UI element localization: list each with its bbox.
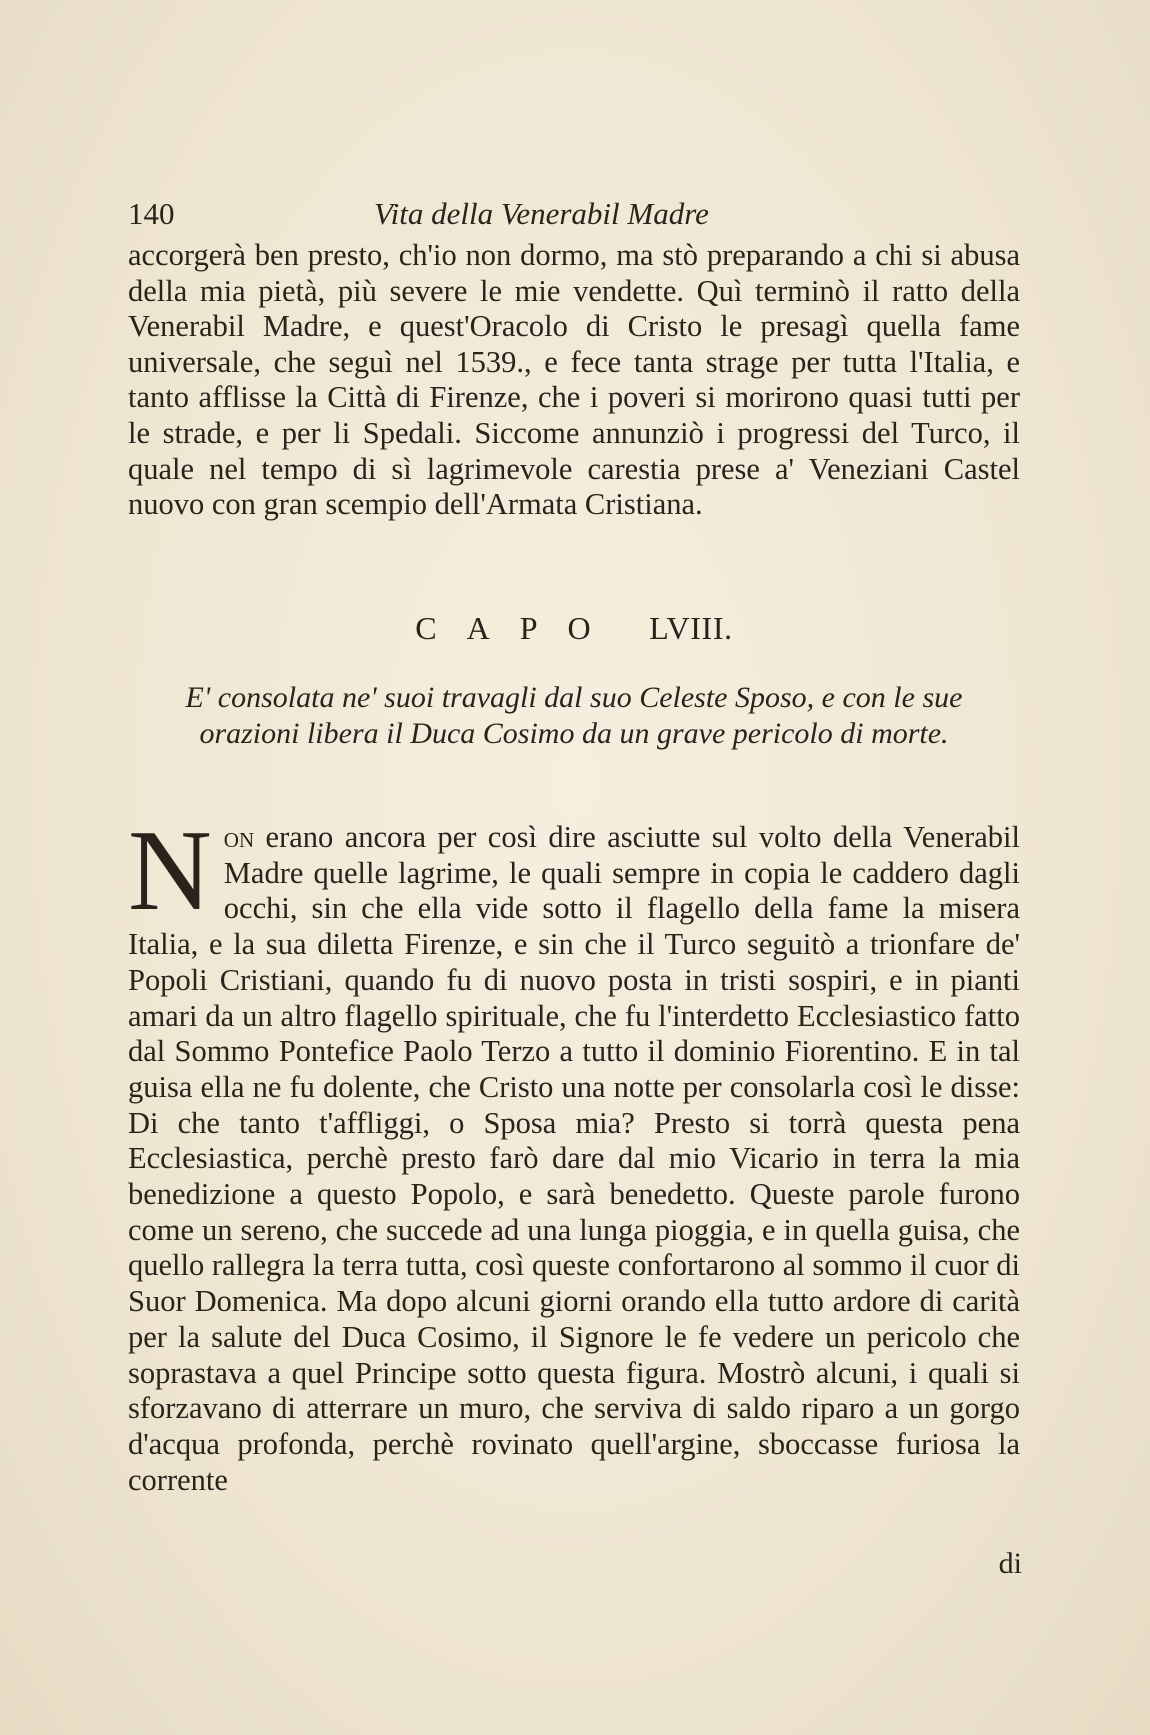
running-title: Vita della Venerabil Madre [374, 196, 709, 231]
chapter-body-text: erano ancora per così dire asciutte sul volto della Venerabil Madre quelle lagrime, le quali sempre in copia le caddero dagli occhi, sin che ella vide sotto il flagello della fame la misera Italia, e la sua diletta Firenze, e sin che il Turco seguitò a trionfare de' Popoli Cristiani, quando fu di nuovo posta in tristi sospiri, e in pianti amari da un altro flagello spirituale, che fu l'interdetto Ecclesiastico fatto dal Sommo Pontefice Paolo Terzo a tutto il dominio Fiorentino. E in tal guisa ella ne fu dolente, che Cristo una notte per consolarla così le disse: Di che tanto t'affliggi, o Sposa mia? Presto si torrà questa pena Ecclesiastica, perchè presto farò dare dal mio Vicario in terra la mia benedizione a questo Popolo, e sarà benedetto. Queste parole furono come un sereno, che succede ad una lunga pioggia, e in quella guisa, che quello rallegra la terra tutta, così queste confortarono al sommo il cuor di Suor Domenica. Ma dopo alcuni giorni orando ella tutto ardore di carità per la salute del Duca Cosimo, il Signore le fe vedere un pericolo che soprastava a quel Principe sotto questa figura. Mostrò alcuni, i quali si sforzavano di atterrare un muro, che serviva di saldo riparo a un gorgo d'acqua profonda, perchè rovinato quell'argine, sboccasse furiosa la corrente [128, 820, 1020, 1497]
chapter-summary: E' consolata ne' suoi travagli dal suo Celeste Sposo, e con le sue orazioni libera il Duca Cosimo da un grave pericolo di morte. [185, 681, 963, 750]
drop-cap: N [128, 807, 212, 935]
chapter-number: LVIII. [649, 610, 733, 646]
chapter-body [128, 807, 1020, 1498]
chapter-word: CAPO [415, 610, 621, 646]
continued-paragraph: accorgerà ben presto, ch'io non dormo, ma stò preparando a chi si abusa della mia pietà, più severe le mie vendette. Quì terminò il ratto della Venerabil Madre, e quest'Oracolo di Cristo le presagì quella fame universale, che seguì nel 1539., e fece tanta strage per tutta l'Italia, e tanto afflisse la Città di Firenze, che i poveri si morirono quasi tutti per le strade, e per li Spedali. Siccome annunziò i progressi del Turco, il quale nel tempo di sì lagrimevole carestia prese a' Veneziani Castel nuovo con gran scempio dell'Armata Cristiana. [128, 238, 1020, 522]
catchword: di [998, 1547, 1022, 1580]
opening-smallcaps: on [223, 820, 255, 854]
running-header [128, 196, 1028, 232]
page-number: 140 [128, 196, 175, 231]
chapter-heading [128, 608, 1020, 648]
